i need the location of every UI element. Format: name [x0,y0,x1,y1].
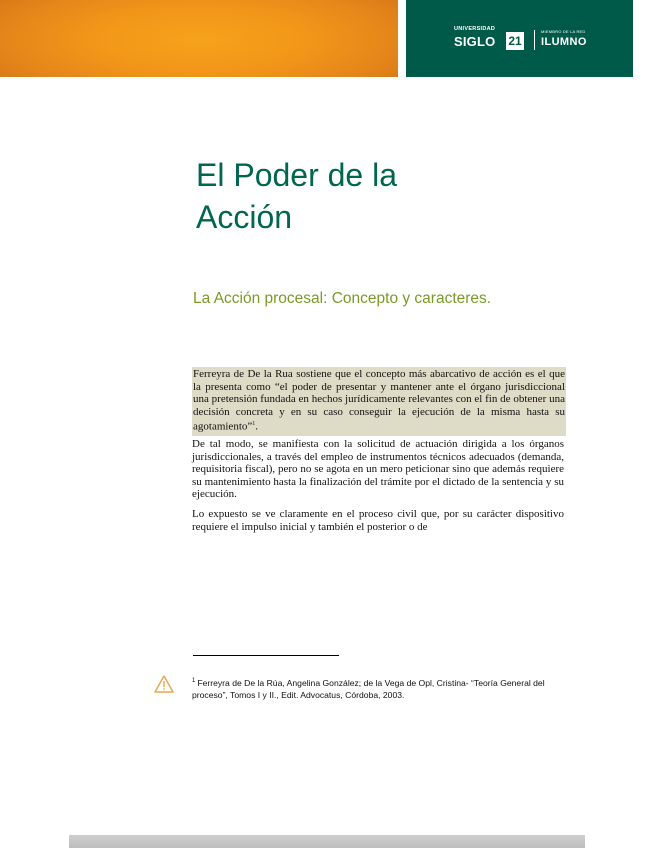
page-title [196,154,496,238]
footnote [192,675,564,701]
logo-miembro-text: MIEMBRO DE LA RED [541,29,586,34]
footnote-divider [193,655,339,656]
highlighted-paragraph: Ferreyra de De la Rua sostiene que el concepto más abarcativo de acción es el que la presenta como “el poder de presentar y mantener ante el órgano jurisdiccional una pretensión fundada en hechos jurídicamente relevantes con el fin de obtener una decisión concreta y en su caso conseguir la ejecución de la misma hasta su agotamiento”$^1$. [192,367,566,436]
footer-bar [69,835,585,848]
logo-universidad-text: UNIVERSIDAD [454,26,496,32]
footnote-reference: 1 [252,421,256,428]
title-line-1: El Poder de la [196,157,398,193]
logo-siglo-text: SIGLO [454,34,496,49]
section-subtitle: La Acción procesal: Concepto y caracteres. [193,290,492,307]
footnote-text: Ferreyra de De la Rúa, Angelina González; de la Vega de Opl, Cristina- “Teoría General del proceso”, Tomos I y II., Edit. Advocatus, Córdoba, 2003. [192,677,545,700]
logo-separator [534,30,535,50]
paragraph-2: De tal modo, se manifiesta con la solicitud de actuación dirigida a los órganos jurisdiccionales, a través del empleo de instrumentos técnicos adecuados (demanda, requisitoria fiscal), pero no se agota en un mero peticionar sino que además requiere su mantenimiento hasta la finalización del trámite por el dictado de la sentencia y su ejecución. [192,438,564,501]
footnote-number: 1 [192,678,196,684]
logo-21-badge: 21 [506,32,524,50]
warning-icon [154,675,174,693]
header-orange-band [0,0,398,77]
university-logo [454,24,614,54]
paragraph-3: Lo expuesto se ve claramente en el proceso civil que, por su carácter dispositivo requiere el impulso inicial y también el posterior o de [192,508,564,533]
logo-ilumno-text: ILUMNO [541,36,587,48]
paragraph-1-text: Ferreyra de De la Rua sostiene que el concepto más abarcativo de acción es el que la presenta como “el poder de presentar y mantener ante el órgano jurisdiccional una pretensión fundada en hechos jurídicamente relevantes con el fin de obtener una decisión concreta y en su caso conseguir la ejecución de la misma hasta su agotamiento” [193,368,565,434]
title-line-2: Acción [196,199,293,235]
